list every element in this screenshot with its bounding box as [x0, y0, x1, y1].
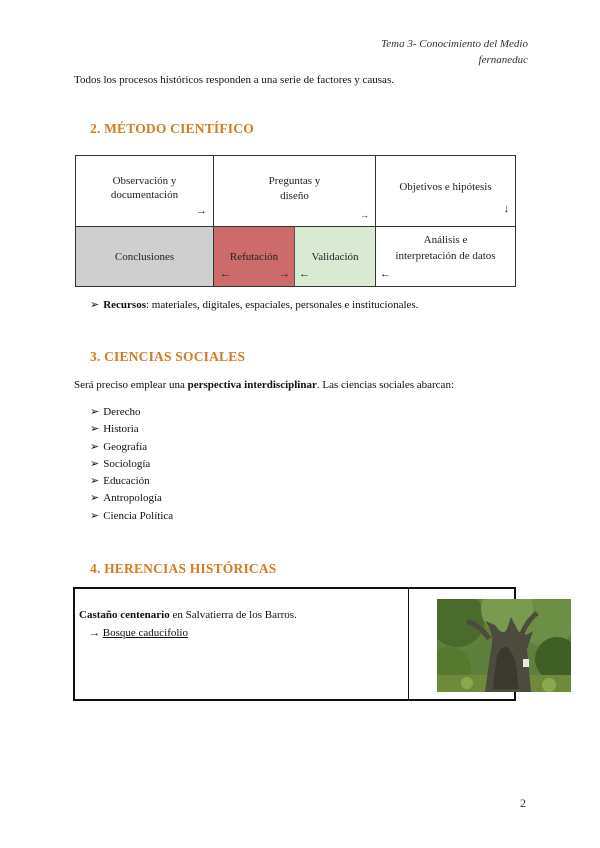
heritage-title-bold: Castaño centenario	[79, 609, 170, 621]
bullet-arrow-icon: ➢	[90, 458, 100, 470]
list-item-label: Antropología	[103, 492, 162, 504]
section-heading-ciencias: 3. CIENCIAS SOCIALES	[90, 349, 246, 364]
page-number: 2	[520, 796, 526, 810]
bullet-arrow-icon: ➢	[90, 475, 100, 487]
heritage-text-cell	[75, 589, 409, 699]
bosque-caducifolio-link[interactable]: Bosque caducifolio	[102, 627, 188, 639]
bullet-arrow-icon: ➢	[90, 423, 100, 435]
arrow-left-icon: ←	[220, 268, 231, 280]
ciencias-intro-pre: Será preciso emplear una	[74, 379, 188, 391]
heritage-title	[79, 609, 297, 621]
heritage-title-rest: en Salvatierra de los Barros.	[169, 609, 297, 621]
scientific-method-flow	[75, 155, 516, 287]
flow-step-objetivos-label: Objetivos e hipótesis	[399, 181, 492, 193]
bullet-arrow-icon: ➢	[90, 299, 100, 311]
chestnut-tree-photo	[437, 599, 571, 692]
header-author: fernaneduc	[478, 54, 528, 66]
list-item-label: Geografía	[103, 441, 148, 453]
flow-step-validacion-label: Validación	[311, 251, 359, 263]
bullet-arrow-icon: ➢	[90, 406, 100, 418]
list-item	[90, 440, 147, 453]
section-heading-herencias: 4. HERENCIAS HISTÓRICAS	[90, 561, 277, 576]
list-item	[90, 491, 162, 504]
header-subject: Tema 3- Conocimiento del Medio	[381, 38, 528, 50]
flow-step-conclusiones	[76, 227, 214, 286]
ciencias-intro-bold: perspectiva interdisciplinar	[187, 379, 317, 391]
heritage-subline	[89, 627, 188, 639]
flow-step-refutacion-label: Refutación	[229, 251, 279, 263]
intro-paragraph: Todos los procesos históricos responden a una serie de factores y causas.	[74, 74, 394, 86]
flow-step-validacion	[295, 227, 376, 286]
flow-step-preguntas-line1: Preguntas y	[268, 175, 321, 187]
arrow-left-icon: ←	[380, 268, 391, 280]
flow-step-observacion-line2: documentación	[110, 189, 179, 201]
arrow-right-icon: →	[360, 210, 369, 220]
bullet-arrow-icon: ➢	[90, 441, 100, 453]
flow-step-objetivos	[376, 156, 515, 227]
list-item-label: Ciencia Política	[103, 510, 174, 522]
flow-step-refutacion	[214, 227, 295, 286]
flow-step-observacion-line1: Observación y	[112, 175, 177, 187]
flow-step-analisis	[376, 227, 515, 286]
list-item-label: Historia	[103, 423, 139, 435]
list-item	[90, 422, 139, 435]
arrow-right-icon: →	[279, 268, 290, 280]
heritage-table	[73, 587, 516, 701]
flow-step-conclusiones-label: Conclusiones	[114, 251, 175, 263]
arrow-right-icon: →	[89, 627, 103, 639]
bullet-arrow-icon: ➢	[90, 492, 100, 504]
list-item-label: Derecho	[103, 406, 141, 418]
recursos-label: Recursos	[103, 299, 146, 311]
list-item-label: Sociología	[103, 458, 151, 470]
recursos-line	[90, 298, 418, 311]
flow-step-analisis-line2: interpretación de datos	[395, 250, 496, 262]
bullet-arrow-icon: ➢	[90, 510, 100, 522]
flow-step-preguntas-line2: diseño	[280, 190, 309, 202]
recursos-text: : materiales, digitales, espaciales, personales e institucionales.	[146, 299, 419, 311]
flow-step-preguntas	[214, 156, 376, 227]
flow-step-observacion	[76, 156, 214, 227]
tree-image	[437, 599, 571, 692]
list-item	[90, 509, 173, 522]
list-item	[90, 457, 150, 470]
arrow-right-icon: →	[196, 205, 207, 217]
section-heading-metodo: 2. MÉTODO CIENTÍFICO	[90, 121, 254, 136]
arrow-left-icon: ←	[299, 268, 310, 280]
arrow-down-icon: ↓	[503, 203, 509, 215]
list-item	[90, 474, 150, 487]
flow-step-analisis-line1: Análisis e	[423, 234, 468, 246]
list-item	[90, 405, 140, 418]
ciencias-intro	[74, 379, 454, 391]
list-item-label: Educación	[103, 475, 150, 487]
ciencias-intro-post: . Las ciencias sociales abarcan:	[316, 379, 454, 391]
